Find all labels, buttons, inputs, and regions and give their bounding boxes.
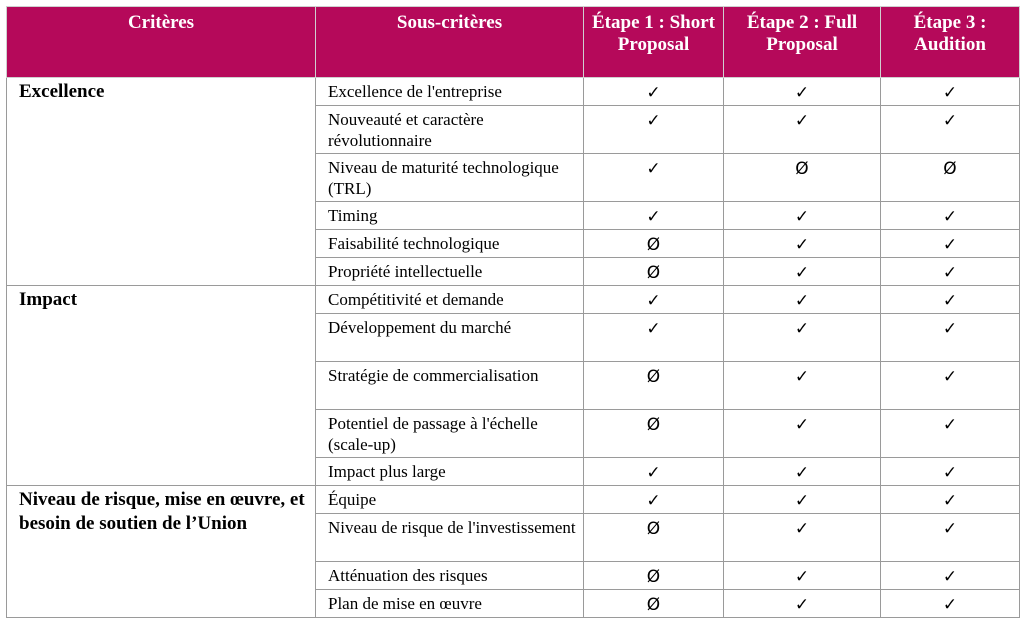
step1-mark: ✓ — [584, 154, 724, 202]
step3-mark: Ø — [881, 154, 1020, 202]
sub-criterion: Stratégie de commercialisation — [316, 362, 584, 410]
step2-mark: ✓ — [724, 230, 881, 258]
step3-mark: ✓ — [881, 410, 1020, 458]
step1-mark: ✓ — [584, 486, 724, 514]
step1-mark: ✓ — [584, 314, 724, 362]
step3-mark: ✓ — [881, 230, 1020, 258]
step3-mark: ✓ — [881, 514, 1020, 562]
sub-criterion: Atténuation des risques — [316, 562, 584, 590]
header-etape-3: Étape 3 : Audition — [881, 7, 1020, 78]
step3-mark: ✓ — [881, 362, 1020, 410]
step1-mark: Ø — [584, 590, 724, 618]
sub-criterion: Niveau de maturité technologique (TRL) — [316, 154, 584, 202]
step3-mark: ✓ — [881, 590, 1020, 618]
sub-criterion: Timing — [316, 202, 584, 230]
step1-mark: ✓ — [584, 78, 724, 106]
step2-mark: ✓ — [724, 514, 881, 562]
step2-mark: ✓ — [724, 410, 881, 458]
step2-mark: Ø — [724, 154, 881, 202]
sub-criterion: Potentiel de passage à l'échelle (scale-up) — [316, 410, 584, 458]
sub-criterion: Équipe — [316, 486, 584, 514]
step3-mark: ✓ — [881, 286, 1020, 314]
sub-criterion: Compétitivité et demande — [316, 286, 584, 314]
step1-mark: Ø — [584, 258, 724, 286]
step1-mark: Ø — [584, 230, 724, 258]
step1-mark: Ø — [584, 410, 724, 458]
sub-criterion: Excellence de l'entreprise — [316, 78, 584, 106]
step1-mark: Ø — [584, 362, 724, 410]
step3-mark: ✓ — [881, 106, 1020, 154]
sub-criterion: Impact plus large — [316, 458, 584, 486]
step3-mark: ✓ — [881, 562, 1020, 590]
step1-mark: ✓ — [584, 286, 724, 314]
sub-criterion: Plan de mise en œuvre — [316, 590, 584, 618]
step3-mark: ✓ — [881, 78, 1020, 106]
step1-mark: Ø — [584, 514, 724, 562]
step3-mark: ✓ — [881, 314, 1020, 362]
step2-mark: ✓ — [724, 486, 881, 514]
criteria-table — [6, 6, 1020, 618]
header-etape-1: Étape 1 : Short Proposal — [584, 7, 724, 78]
criterion-risque: Niveau de risque, mise en œuvre, et besoin de soutien de l’Union — [7, 486, 316, 618]
table-row — [7, 286, 1020, 314]
header-criteres: Critères — [7, 7, 316, 78]
criterion-impact: Impact — [7, 286, 316, 486]
step2-mark: ✓ — [724, 258, 881, 286]
sub-criterion: Développement du marché — [316, 314, 584, 362]
step2-mark: ✓ — [724, 362, 881, 410]
header-etape-2: Étape 2 : Full Proposal — [724, 7, 881, 78]
step1-mark: ✓ — [584, 106, 724, 154]
step3-mark: ✓ — [881, 258, 1020, 286]
step2-mark: ✓ — [724, 202, 881, 230]
step2-mark: ✓ — [724, 286, 881, 314]
criterion-excellence: Excellence — [7, 78, 316, 286]
step1-mark: Ø — [584, 562, 724, 590]
step2-mark: ✓ — [724, 106, 881, 154]
step2-mark: ✓ — [724, 78, 881, 106]
table-row — [7, 78, 1020, 106]
sub-criterion: Nouveauté et caractère révolutionnaire — [316, 106, 584, 154]
step2-mark: ✓ — [724, 314, 881, 362]
step2-mark: ✓ — [724, 562, 881, 590]
step3-mark: ✓ — [881, 486, 1020, 514]
header-row — [7, 7, 1020, 78]
step3-mark: ✓ — [881, 458, 1020, 486]
step3-mark: ✓ — [881, 202, 1020, 230]
step1-mark: ✓ — [584, 458, 724, 486]
step2-mark: ✓ — [724, 590, 881, 618]
header-sous-criteres: Sous-critères — [316, 7, 584, 78]
sub-criterion: Faisabilité technologique — [316, 230, 584, 258]
sub-criterion: Niveau de risque de l'investissement — [316, 514, 584, 562]
step1-mark: ✓ — [584, 202, 724, 230]
step2-mark: ✓ — [724, 458, 881, 486]
sub-criterion: Propriété intellectuelle — [316, 258, 584, 286]
table-row — [7, 486, 1020, 514]
